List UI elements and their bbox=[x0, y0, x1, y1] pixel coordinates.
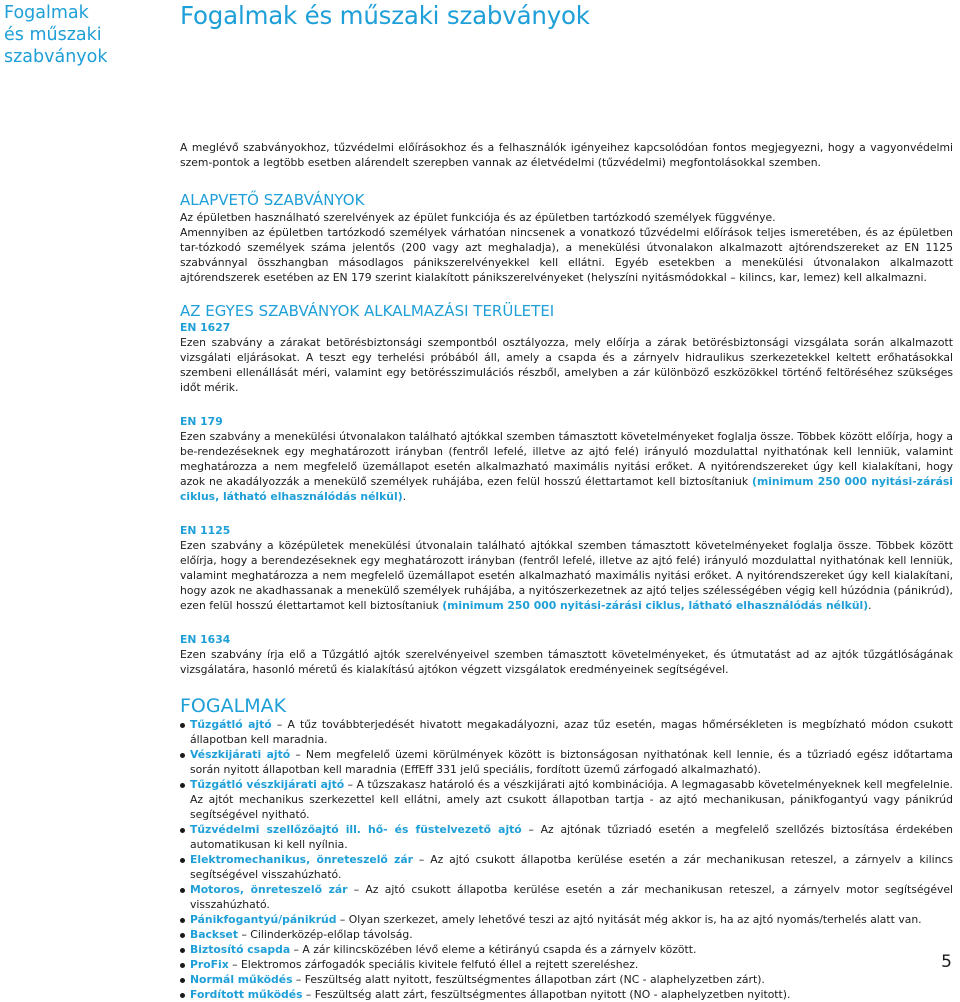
definition-term: Elektromechanikus, önreteszelő zár bbox=[190, 853, 413, 866]
definition-text: – Cilinderközép-előlap távolság. bbox=[238, 928, 413, 941]
section-basic-standards bbox=[180, 191, 953, 285]
definition-term: Pánikfogantyú/pánikrúd bbox=[190, 913, 337, 926]
definition-text: – Feszültség alatt zárt, feszültségmentes állapotban nyitott (NO - alaphelyzetben nyitott). bbox=[302, 988, 791, 1001]
definition-item bbox=[180, 882, 953, 912]
bullet-icon bbox=[180, 858, 185, 863]
bullet-icon bbox=[180, 933, 185, 938]
definition-term: Fordított működés bbox=[190, 988, 303, 1001]
section-heading-basic-standards: ALAPVETŐ SZABVÁNYOK bbox=[180, 191, 365, 209]
definition-item bbox=[180, 972, 953, 987]
definition-term: Tűzgátló ajtó bbox=[190, 718, 272, 731]
standard-text: Ezen szabvány a menekülési útvonalakon található ajtókkal szemben támasztott követelményeket foglalja össze. Többek között előírja, hogy a be-rendezéseknek egy meghatározott irányban (fentről lefelé, illetve az ajtó felé) irányuló mozdulattal nyithatónak kell lenniük, valamint meghatározza a nem megfelelő üzemállapot esetén alkalmazható maximális nyitási erőket. A nyitórendszereket úgy kell kialakítani, hogy azok ne akadályozzák a menekülő személyek ruhájába, ezen felül hosszú élettartamot kell biztosítaniuk bbox=[180, 430, 953, 488]
page-number: 5 bbox=[941, 952, 952, 972]
definition-item bbox=[180, 957, 953, 972]
definition-item bbox=[180, 927, 953, 942]
definition-text: – A zár kilincsközében lévő eleme a kétirányú csapda és a zárnyelv között. bbox=[290, 943, 697, 956]
definition-item bbox=[180, 717, 953, 747]
definition-term: Vészkijárati ajtó bbox=[190, 748, 291, 761]
standard-highlight: (minimum 250 000 nyitási-zárási ciklus, látható elhasználódás nélkül) bbox=[180, 475, 953, 503]
intro-paragraph: A meglévő szabványokhoz, tűzvédelmi előírásokhoz és a felhasználók igényeihez kapcsolódóan fontos megjegyezni, hogy a vagyonvédelmi szem-pontok a legtöbb esetben alárendelt szerepben vannak az életvédelmi (tűzvédelmi) megfontolásokkal szemben. bbox=[180, 141, 953, 169]
standard-en1627 bbox=[180, 320, 953, 395]
standard-description bbox=[180, 538, 953, 613]
bullet-icon bbox=[180, 753, 185, 758]
definition-item bbox=[180, 822, 953, 852]
definition-text: – Nem megfelelő üzemi körülmények között is biztonságosan nyithatónak kell lennie, és a tűzriadó egész időtartama során nyitott állapotban kell maradnia (EffEff 331 jelű speciális, fordított üzemű zárfogadó alkalmazható). bbox=[190, 748, 954, 776]
definition-term: Motoros, önreteszelő zár bbox=[190, 883, 348, 896]
definition-text: – Olyan szerkezet, amely lehetővé teszi az ajtó nyitását még akkor is, ha az ajtó nyomás/terhelés alatt van. bbox=[336, 913, 922, 926]
standard-description bbox=[180, 335, 953, 395]
bullet-icon bbox=[180, 723, 185, 728]
standard-code: EN 179 bbox=[180, 415, 223, 428]
bullet-icon bbox=[180, 948, 185, 953]
definition-item bbox=[180, 852, 953, 882]
bullet-icon bbox=[180, 828, 185, 833]
bullet-icon bbox=[180, 993, 185, 998]
bullet-icon bbox=[180, 978, 185, 983]
definition-term: Normál működés bbox=[190, 973, 293, 986]
bullet-icon bbox=[180, 918, 185, 923]
standard-highlight: (minimum 250 000 nyitási-zárási ciklus, látható elhasználódás nélkül) bbox=[442, 599, 869, 612]
sidebar-title bbox=[4, 2, 154, 68]
definition-term: ProFix bbox=[190, 958, 229, 971]
standard-text: Ezen szabvány a zárakat betörésbiztonsági szempontból osztályozza, mely előírja a zárak betörésbiztonsági vizsgálata során alkalmazott vizsgálati eljárásokat. A teszt egy terhelési próbából áll, amely a csapda és a zárnyelv hidraulikus szerkezetekkel keltett erőhatásokkal szembeni ellenállását méri, valamint egy betörésszimulációs részből, amelyben a zár különböző eszközökkel történő feltöréséhez szükséges időt mérik. bbox=[180, 336, 953, 394]
definition-text: – Az ajtónak tűzriadó esetén a megfelelő szellőzés biztosítása érdekében automatikusan ki kell nyílnia. bbox=[190, 823, 954, 851]
section-definitions bbox=[180, 695, 953, 1002]
definition-item bbox=[180, 747, 953, 777]
definition-text: – A tűzszakasz határoló és a vészkijárati ajtó kombinációja. A legmagasabb követelményeknek kell megfelelnie. Az ajtót mechanikus szerkezettel kell ellátni, amely azt csukott állapotban tartja - az ajtó mechanikusan, pánikfogantyú vagy pánikrúd segítségével nyitható. bbox=[190, 778, 953, 821]
standard-en1125 bbox=[180, 523, 953, 613]
bullet-icon bbox=[180, 783, 185, 788]
section-standard-applications bbox=[180, 302, 953, 677]
standard-en1634 bbox=[180, 632, 953, 677]
standard-code: EN 1125 bbox=[180, 524, 231, 537]
sidebar-title-line-2: és műszaki bbox=[4, 25, 102, 45]
bullet-icon bbox=[180, 888, 185, 893]
standard-en179 bbox=[180, 414, 953, 504]
definition-item bbox=[180, 942, 953, 957]
definition-text: – Az ajtó csukott állapotba kerülése esetén a zár mechanikusan reteszel, a zárnyelv motor segítségével visszahúzható. bbox=[190, 883, 953, 911]
standard-code: EN 1627 bbox=[180, 321, 231, 334]
page-title: Fogalmak és műszaki szabványok bbox=[180, 1, 590, 30]
bullet-icon bbox=[180, 963, 185, 968]
sidebar-title-line-3: szabványok bbox=[4, 47, 108, 67]
standard-tail: . bbox=[868, 599, 872, 612]
standard-description bbox=[180, 429, 953, 504]
definition-item bbox=[180, 912, 953, 927]
definition-text: – Feszültség alatt nyitott, feszültségmentes állapotban zárt (NC - alaphelyzetben zárt). bbox=[292, 973, 765, 986]
sidebar-title-line-1: Fogalmak bbox=[4, 3, 89, 23]
definition-item bbox=[180, 987, 953, 1002]
definition-term: Tűzvédelmi szellőzőajtó ill. hő- és füstelvezető ajtó bbox=[190, 823, 522, 836]
standard-code: EN 1634 bbox=[180, 633, 231, 646]
standard-text: Ezen szabvány írja elő a Tűzgátló ajtók szerelvényeivel szemben támasztott követelményeket, és útmutatást ad az ajtók tűzgátlóságának vizsgálatára, hasonló méretű és kialakítású ajtókon végzett vizsgálatok eredményeinek segítségével. bbox=[180, 648, 953, 676]
standard-text: Ezen szabvány a középületek menekülési útvonalain található ajtókkal szemben támasztott követelményeket foglalja össze. Többek között előírja, hogy a berendezéseknek egy meghatározott irányban (fentről lefelé, illetve az ajtó felé) irányuló mozdulattal nyithatónak kell lenniük, valamint meghatározza a nem megfelelő üzemállapot esetén alkalmazható maximális nyitási erőket. A nyitórendszereket úgy kell kialakítani, hogy azok ne akadhassanak a menekülő személyek ruhájába, a nyitószerkezetnek az ajtó teljes szélességében végig kell húzódnia (pánikrúd), ezen felül hosszú élettartamot kell biztosítaniuk bbox=[180, 539, 953, 612]
main-content bbox=[180, 140, 953, 1002]
definition-text: – Elektromos zárfogadók speciális kivitele felfutó éllel a rejtett szereléshez. bbox=[228, 958, 639, 971]
definition-item bbox=[180, 777, 953, 822]
standard-description bbox=[180, 647, 953, 677]
definition-term: Backset bbox=[190, 928, 239, 941]
standard-tail: . bbox=[402, 490, 407, 503]
definition-term: Biztosító csapda bbox=[190, 943, 291, 956]
definition-text: – A tűz továbbterjedését hivatott megakadályozni, azaz tűz esetén, magas hőmérsékleten is megbízható módon csukott állapotban kell maradnia. bbox=[190, 718, 953, 746]
basic-standards-paragraph-1: Az épületben használható szerelvények az épület funkciója és az épületben tartózkodó személyek függvénye. bbox=[180, 211, 776, 224]
definitions-list bbox=[180, 717, 953, 1002]
section-heading-standard-applications: AZ EGYES SZABVÁNYOK ALKALMAZÁSI TERÜLETEI bbox=[180, 302, 555, 320]
section-heading-definitions: FOGALMAK bbox=[180, 695, 287, 717]
definition-term: Tűzgátló vészkijárati ajtó bbox=[190, 778, 345, 791]
basic-standards-paragraph-2: Amennyiben az épületben tartózkodó személyek várhatóan nincsenek a vonatkozó tűzvédelmi előírások teljes ismeretében, és az épületben tar-tózkodó személyek száma jelentős (200 vagy azt meghaladja), a menekülési útvonalakon alkalmazott ajtórendszereket az EN 1125 szabvánnyal összhangban másodlagos pánikszerelvényekkel kell ellátni. Egyéb esetekben a menekülési útvonalakon alkalmazott ajtórendszerek esetében az EN 179 szerint kialakított pánikszerelvényeket (helyszíni nyitásmódokkal – kilincs, kar, lemez) kell alkalmazni. bbox=[180, 226, 953, 284]
definition-text: – Az ajtó csukott állapotba kerülése esetén a zár mechanikusan reteszel, a zárnyelv a kilincs segítségével visszahúzható. bbox=[190, 853, 953, 881]
